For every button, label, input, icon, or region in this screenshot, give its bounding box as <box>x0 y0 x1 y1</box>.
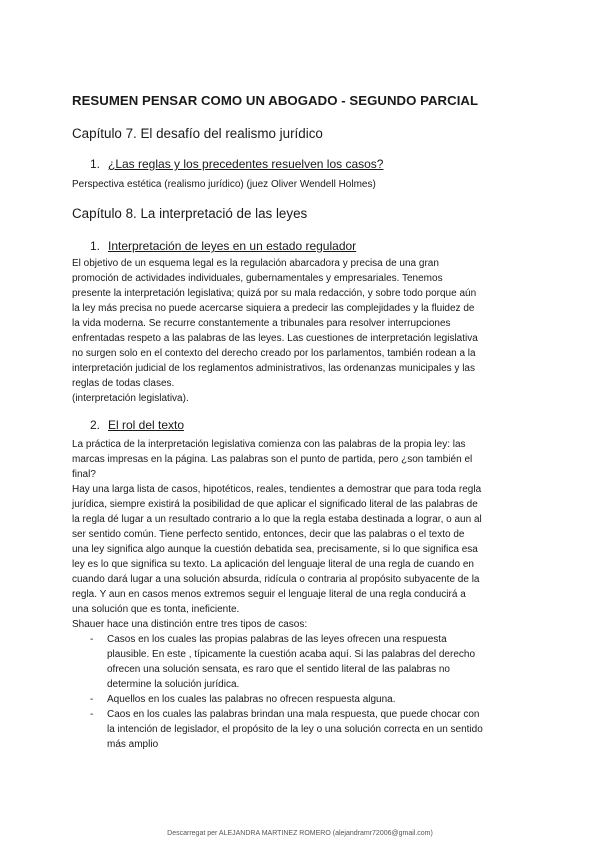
list-item-line: ofrecen una solución sensata, es raro que el sentido literal de las palabras no <box>107 664 450 675</box>
paragraph-line: presente la interpretación legislativa; quizá por su mala redacción, y sobre todo porque aún <box>72 288 477 299</box>
paragraph-line: una ley significa algo aunque la cuestión debatida sea, precisamente, si lo que significa esa <box>72 544 478 555</box>
chapter-7-paragraph <box>72 177 532 192</box>
chapter-7-section-1-heading <box>90 157 383 171</box>
list-item-line: Aquellos en los cuales las palabras no ofrecen respuesta alguna. <box>107 694 396 705</box>
paragraph-line: (interpretación legislativa). <box>72 393 189 404</box>
paragraph-line: la vida moderna. Se recurre constantemente a tribunales para resolver interrupciones <box>72 318 451 329</box>
chapter-7-heading: Capítulo 7. El desafío del realismo jurídico <box>72 126 323 141</box>
section-title: ¿Las reglas y los precedentes resuelven los casos? <box>108 157 384 171</box>
paragraph-line: no surgen solo en el contexto del derecho creado por los parlamentos, también rodean a la <box>72 348 476 359</box>
list-item-line: Caos en los cuales las palabras brindan una mala respuesta, que puede chocar con <box>107 709 480 720</box>
paragraph-line: La práctica de la interpretación legislativa comienza con las palabras de la propia ley: las <box>72 439 466 450</box>
paragraph-line: la ley más precisa no puede acercarse siquiera a predecir las complejidades y la fluidez de <box>72 303 475 314</box>
list-item-line: plausible. En este , típicamente la cuestión acaba aquí. Si las palabras del derecho <box>107 649 476 660</box>
chapter-8-heading: Capítulo 8. La interpretació de las leyes <box>72 206 308 221</box>
paragraph-line: promoción de actividades individuales, gubernamentales y empresariales. Tenemos <box>72 273 443 284</box>
paragraph-line: una solución que es tonta, ineficiente. <box>72 604 240 615</box>
paragraph-line: El objetivo de un esquema legal es la regulación abarcadora y precisa de una gran <box>72 258 439 269</box>
paragraph-line: Perspectiva estética (realismo jurídico) (juez Oliver Wendell Holmes) <box>72 179 376 190</box>
download-footer: Descarregat per ALEJANDRA MARTINEZ ROMERO (alejandramr72006@gmail.com) <box>167 830 433 837</box>
case-types-list <box>72 632 532 752</box>
paragraph-line: enfrentadas respeto a las palabras de las leyes. Las cuestiones de interpretación legislativa <box>72 333 478 344</box>
paragraph-line: jurídica, siempre existirá la posibilidad de que aplicar el significado literal de las palabras de <box>72 499 478 510</box>
chapter-8-section-1-heading <box>90 239 356 253</box>
chapter-8-section-2-paragraph <box>72 437 532 632</box>
chapter-8-section-1-paragraph <box>72 256 532 406</box>
list-item <box>72 692 532 707</box>
section-number: 2. <box>90 418 101 432</box>
paragraph-line: regla. Y aun en casos menos extremos seguir el lenguaje literal de una regla conducirá a <box>72 589 466 600</box>
section-number: 1. <box>90 239 101 253</box>
paragraph-line: interpretación judicial de los reglamentos administrativos, las ordenanzas municipales y las <box>72 363 475 374</box>
list-item-line: determine la solución jurídica. <box>107 679 240 690</box>
section-title: Interpretación de leyes en un estado regulador <box>108 239 357 253</box>
paragraph-line: Shauer hace una distinción entre tres tipos de casos: <box>72 619 308 630</box>
document-title: RESUMEN PENSAR COMO UN ABOGADO - SEGUNDO PARCIAL <box>72 93 479 108</box>
bullet-dash: - <box>90 694 94 705</box>
paragraph-line: la regla dé lugar a un resultado contrario a lo que la regla estaba destinada a lograr, o aun al <box>72 514 482 525</box>
bullet-dash: - <box>90 634 94 645</box>
paragraph-line: marcas impresas en la página. Las palabras son el punto de partida, pero ¿son también el <box>72 454 473 465</box>
paragraph-line: final? <box>72 469 96 480</box>
list-item <box>72 707 532 752</box>
list-item <box>72 632 532 692</box>
paragraph-line: ser sentido común. Tiene perfecto sentido, entonces, decir que las palabras o el texto de <box>72 529 465 540</box>
paragraph-line: Hay una larga lista de casos, hipotéticos, reales, tendientes a demostrar que para toda regla <box>72 484 482 495</box>
paragraph-line: cuando dará lugar a una solución absurda, ridícula o contraria al propósito subyacente de la <box>72 574 480 585</box>
section-title: El rol del texto <box>108 418 185 432</box>
list-item-line: más amplio <box>107 739 159 750</box>
paragraph-line: reglas de todas clases. <box>72 378 175 389</box>
list-item-line: Casos en los cuales las propias palabras de las leyes ofrecen una respuesta <box>107 634 447 645</box>
paragraph-line: ley es lo que significa su texto. La aplicación del lenguaje literal de una regla de cuando en <box>72 559 474 570</box>
chapter-8-section-2-heading <box>90 418 184 432</box>
bullet-dash: - <box>90 709 94 720</box>
list-item-line: la intención de legislador, el propósito de la ley o una solución correcta en un sentido <box>107 724 483 735</box>
section-number: 1. <box>90 157 101 171</box>
